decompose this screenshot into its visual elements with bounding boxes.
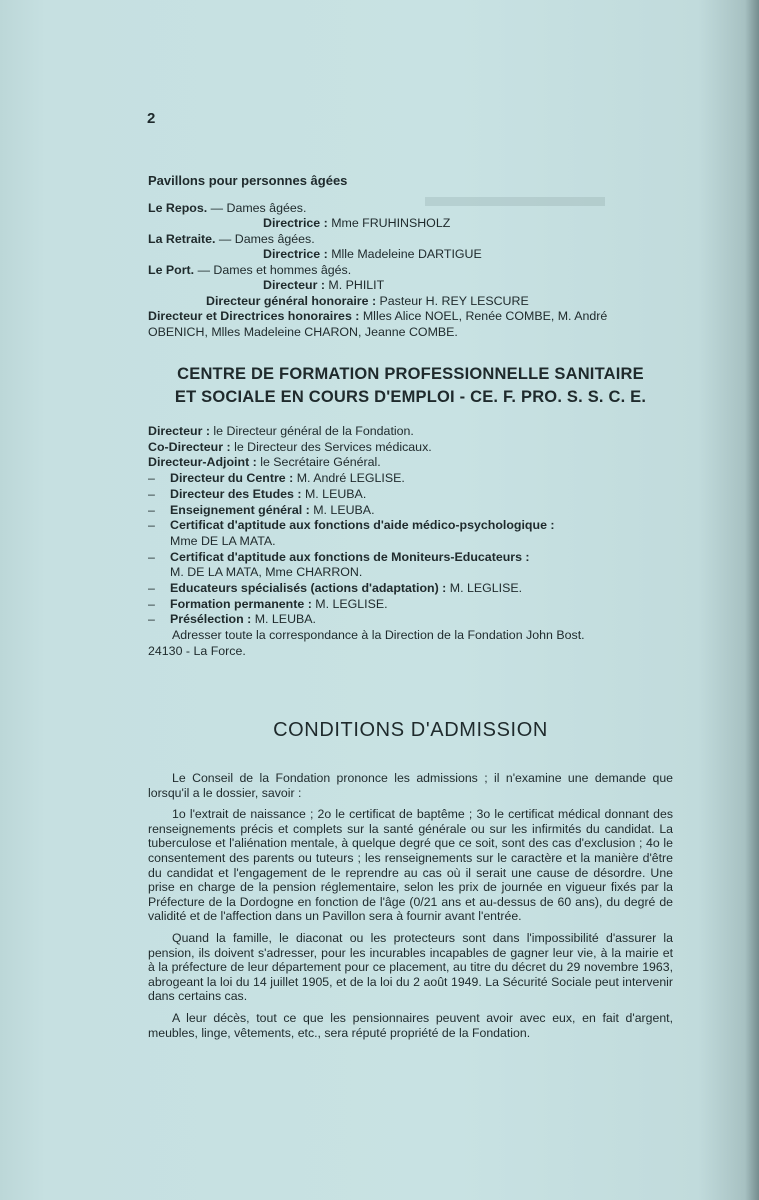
page-edge-shadow <box>745 0 759 1200</box>
port-role: Directeur : <box>263 278 325 292</box>
repos-director <box>148 216 673 232</box>
dash: – <box>148 612 155 627</box>
centre-item <box>148 597 673 613</box>
dash: – <box>148 596 155 611</box>
staff-role: Co-Directeur : <box>148 439 231 454</box>
conditions-paragraph: Quand la famille, le diaconat ou les protecteurs sont dans l'impossibilité d'assurer la pension, ils doivent s'adresser, pour les incurables incapables de gagner leur vie, à la mairie et à la préfecture de leur département pour ce placement, au titre du décret du 29 novembre 1963, abrogeant la loi du 14 juillet 1905, et de la loi du 2 août 1949. La Sécurité Sociale peut intervenir dans certains cas. <box>148 930 673 1004</box>
item-role: Directeur des Etudes : <box>170 486 302 501</box>
staff-value: le Directeur général de la Fondation. <box>209 424 414 438</box>
directrices-honoraires-line2: OBENICH, Mlles Madeleine CHARON, Jeanne COMBE. <box>148 324 458 339</box>
staff-role: Directeur : <box>148 424 210 438</box>
item-role: Certificat d'aptitude aux fonctions d'aide médico-psychologique : <box>170 518 555 533</box>
port-desc: — Dames et hommes âgés. <box>194 262 352 277</box>
retraite-name: Mlle Madeleine DARTIGUE <box>327 247 482 261</box>
dash: – <box>148 486 155 501</box>
port-director <box>148 278 673 294</box>
centre-staff <box>148 424 673 660</box>
item-value: M. LEUBA. <box>251 612 316 627</box>
page-number: 2 <box>147 110 156 127</box>
staff-role: Directeur-Adjoint : <box>148 455 257 470</box>
conditions-paragraph: Le Conseil de la Fondation prononce les admissions ; il n'examine une demande que lorsqu'il a le dossier, savoir : <box>148 771 673 800</box>
conditions-paragraph: A leur décès, tout ce que les pensionnaires peuvent avoir avec eux, en fait d'argent, meubles, linge, vêtements, etc., sera réputé propriété de la Fondation. <box>148 1010 673 1040</box>
dg-honoraire-name: Pasteur H. REY LESCURE <box>376 293 529 308</box>
dg-honoraire <box>148 294 673 310</box>
retraite-label: La Retraite. <box>148 231 216 246</box>
show-through-decoration: ▬▬▬▬▬▬ <box>425 180 605 213</box>
item-role: Educateurs spécialisés (actions d'adaptation) : <box>170 581 447 596</box>
item-role: Enseignement général : <box>170 502 310 517</box>
repos-role: Directrice : <box>263 216 328 230</box>
item-value: M. LEGLISE. <box>311 596 388 611</box>
staff-value: le Directeur des Services médicaux. <box>230 439 432 454</box>
item-role: Directeur du Centre : <box>170 471 294 486</box>
directrices-honoraires-role: Directeur et Directrices honoraires : <box>148 309 360 323</box>
port-name: M. PHILIT <box>324 278 385 292</box>
centre-title-line1: CENTRE DE FORMATION PROFESSIONNELLE SANITAIRE <box>177 365 644 383</box>
address-line2: 24130 - La Force. <box>148 643 246 658</box>
centre-item <box>148 487 673 503</box>
dash: – <box>148 581 155 596</box>
item-value: M. André LEGLISE. <box>293 471 405 486</box>
conditions-body <box>148 771 673 1040</box>
pavillons-heading: Pavillons pour personnes âgées <box>148 173 348 188</box>
dash: – <box>148 502 155 517</box>
staff-directeur <box>148 424 673 440</box>
centre-item <box>148 612 673 628</box>
item-value: M. DE LA MATA, Mme CHARRON. <box>170 565 363 580</box>
centre-title-line2: ET SOCIALE EN COURS D'EMPLOI - CE. F. PRO. S. S. C. E. <box>174 388 647 406</box>
item-role: Certificat d'aptitude aux fonctions de Moniteurs-Educateurs : <box>170 549 530 564</box>
retraite-director <box>148 247 673 263</box>
repos-desc: — Dames âgées. <box>207 200 307 215</box>
retraite-role: Directrice : <box>263 247 328 261</box>
staff-value: le Secrétaire Général. <box>256 455 381 470</box>
port-label: Le Port. <box>148 262 195 277</box>
item-value: M. LEUBA. <box>301 486 367 501</box>
staff-co-directeur <box>148 440 673 456</box>
address-line1: Adresser toute la correspondance à la Direction de la Fondation John Bost. <box>172 628 585 643</box>
directrices-honoraires <box>148 309 673 325</box>
retraite-desc: — Dames âgées. <box>215 231 315 246</box>
staff-directeur-adjoint <box>148 455 673 471</box>
conditions-paragraph: 1o l'extrait de naissance ; 2o le certificat de baptême ; 3o le certificat médical donnant des renseignements précis et complets sur la santé générale ou sur les infirmités du candidat. La tuberculose et l'aliénation mentale, à quelque degré que ce soit, sont des cas d'exclusion ; 4o le consentement des parents ou tuteurs ; les renseignements sur le caractère et la manière d'être du candidat et l'engagement de le reprendre au cas où il serait une cause de désordre. Une prise en charge de la pension réglementaire, selon les prix de journée en vigueur fixés par la Préfecture de la Dordogne en fonction de l'âge (0/21 ans et au-dessus de 60 ans), du degré de validité et de l'affection dans un Pavillon sera à fournir avant l'entrée. <box>148 807 673 924</box>
item-value: M. LEGLISE. <box>446 581 523 596</box>
repos-label: Le Repos. <box>148 200 208 215</box>
item-role: Formation permanente : <box>170 596 312 611</box>
centre-item <box>148 550 673 566</box>
port-entry <box>148 263 673 279</box>
centre-item <box>148 503 673 519</box>
item-value: Mme DE LA MATA. <box>170 533 276 548</box>
dash: – <box>148 549 155 564</box>
centre-item <box>148 518 673 534</box>
dash: – <box>148 471 155 486</box>
repos-entry <box>148 201 673 217</box>
item-role: Présélection : <box>170 612 252 627</box>
centre-item <box>148 581 673 597</box>
centre-item <box>148 471 673 487</box>
conditions-title: CONDITIONS D'ADMISSION <box>273 719 548 741</box>
dg-honoraire-role: Directeur général honoraire : <box>206 293 377 308</box>
dash: – <box>148 518 155 533</box>
directrices-honoraires-line1: Mlles Alice NOEL, Renée COMBE, M. André <box>359 309 608 323</box>
repos-name: Mme FRUHINSHOLZ <box>327 216 451 230</box>
pavillons-section <box>148 173 673 340</box>
item-value: M. LEUBA. <box>309 502 375 517</box>
retraite-entry <box>148 232 673 248</box>
